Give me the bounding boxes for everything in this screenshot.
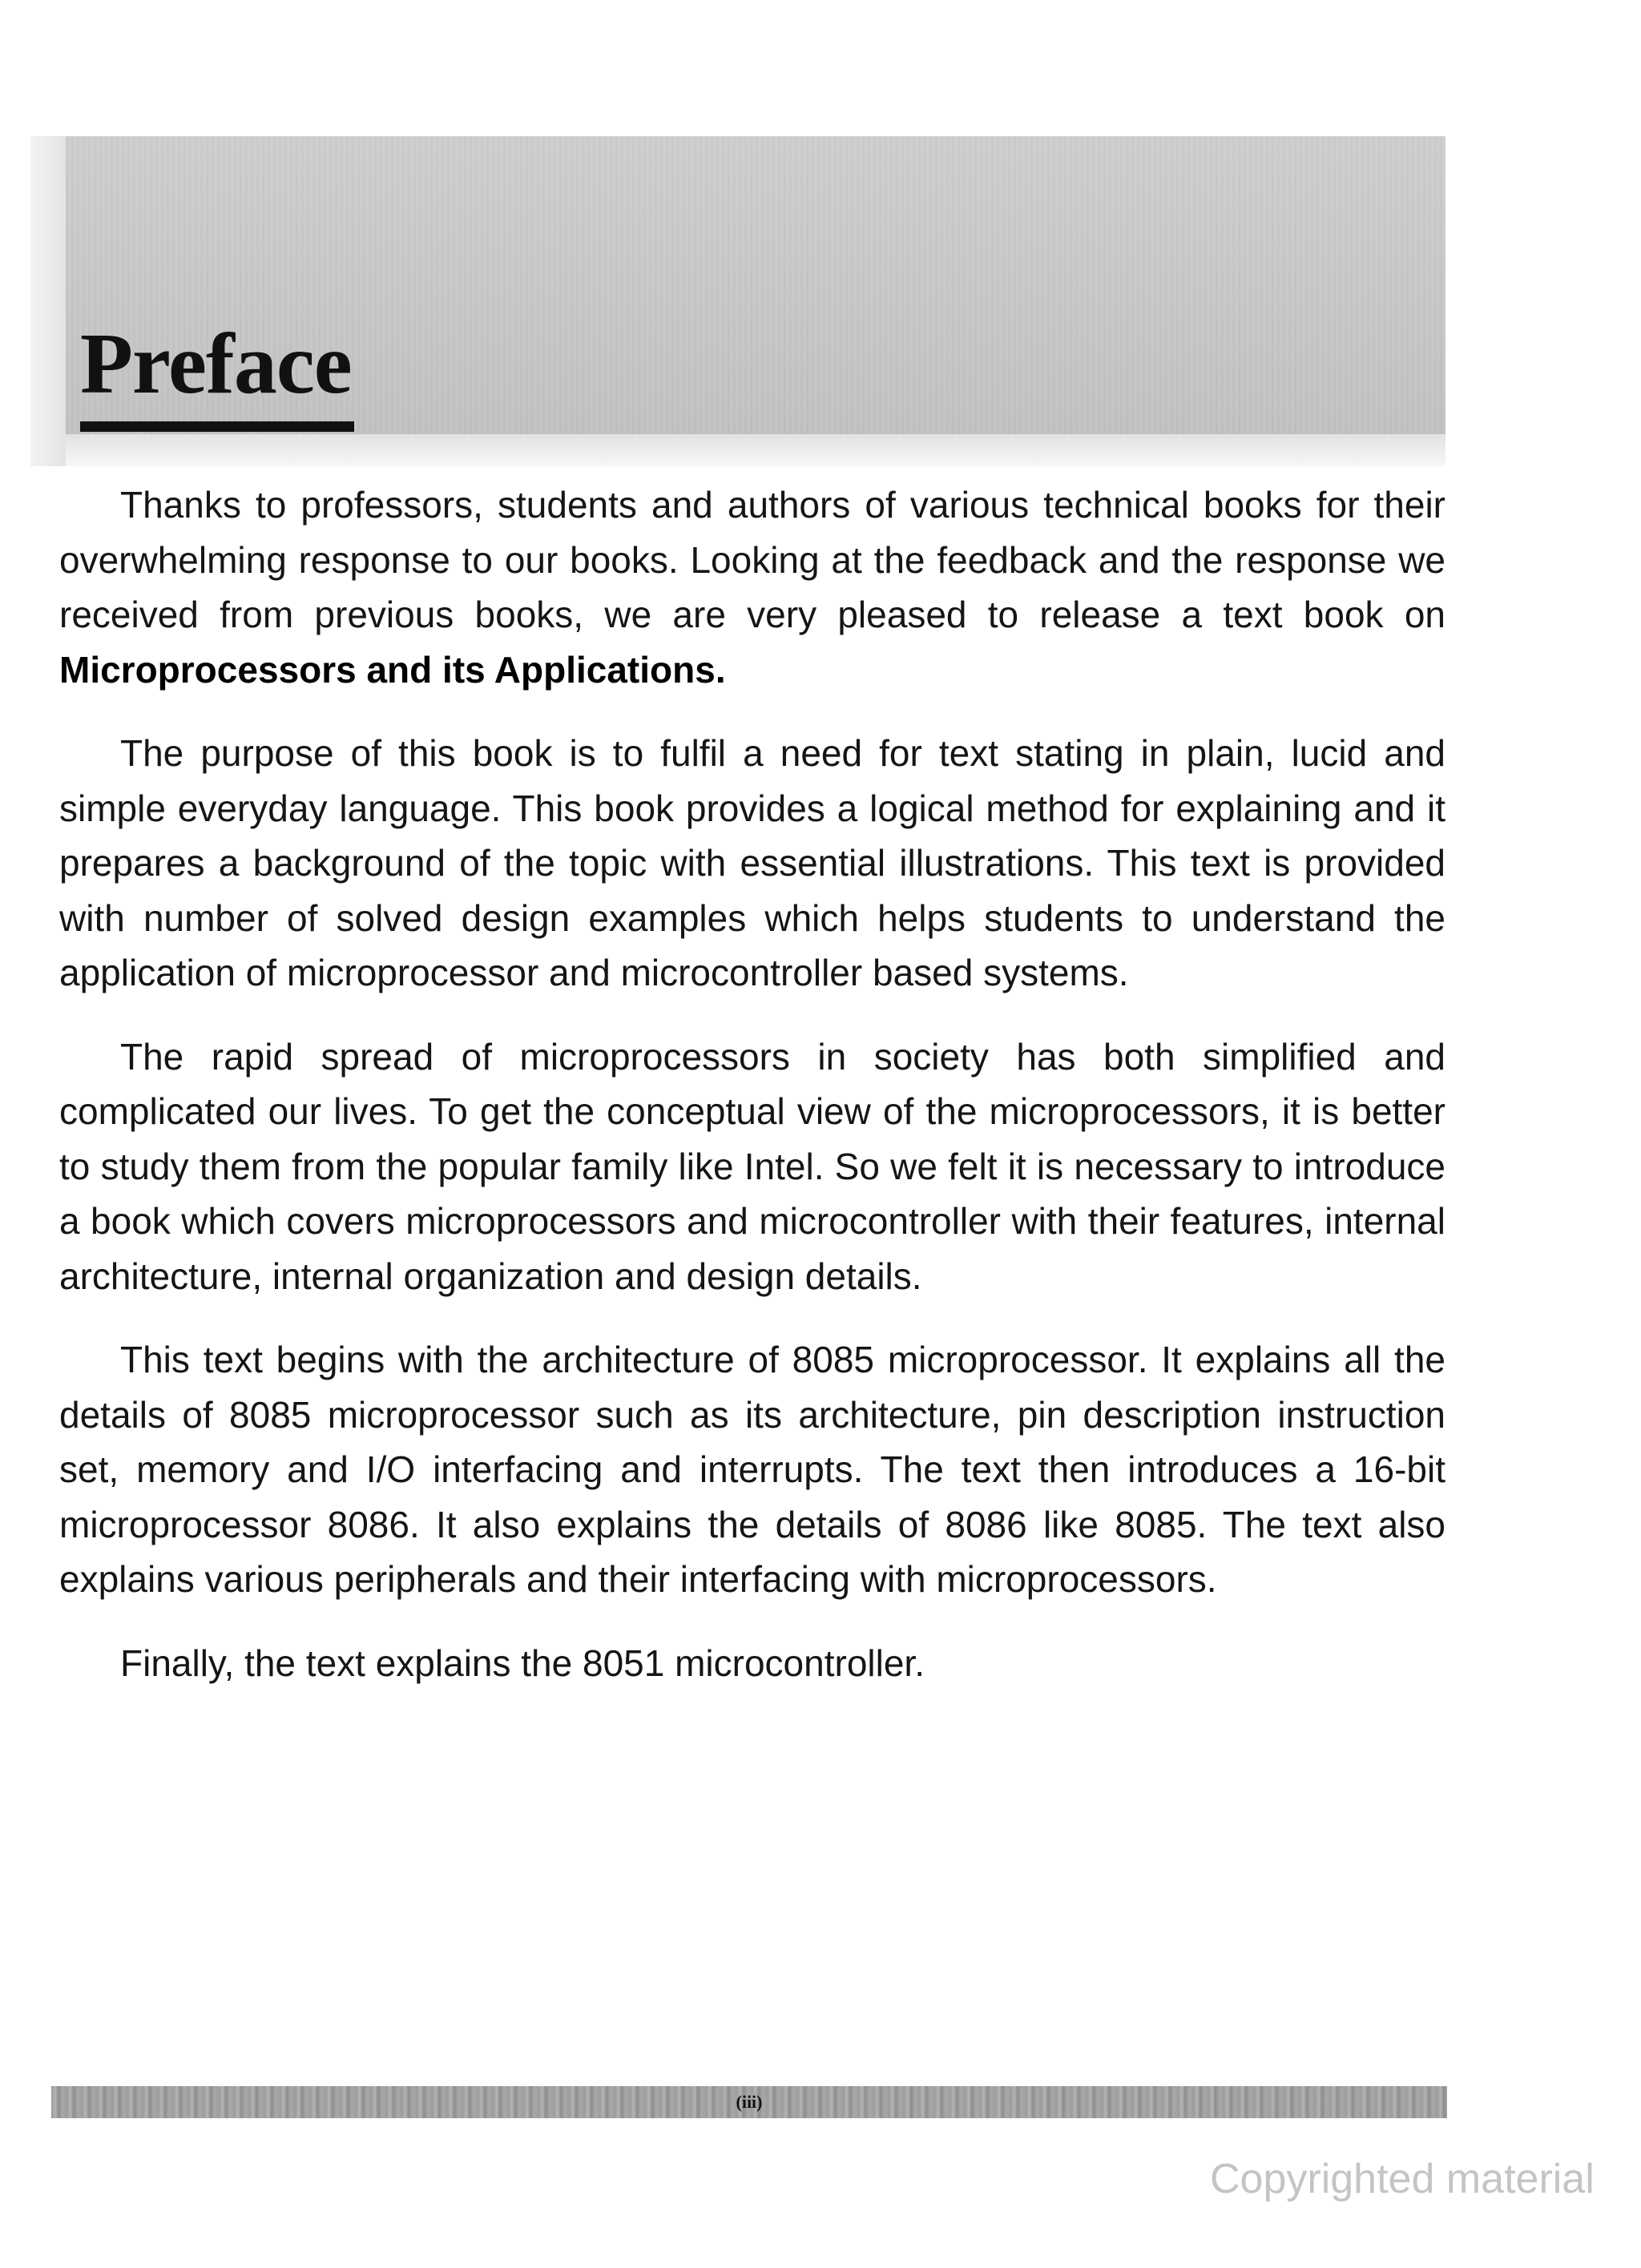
footer-band xyxy=(51,2086,1447,2118)
preface-body xyxy=(59,477,1445,1719)
paragraph-1 xyxy=(59,477,1445,697)
header-band-shadow xyxy=(66,434,1445,466)
page-title: Preface xyxy=(80,316,352,412)
copyright-watermark: Copyrighted material xyxy=(1210,2156,1595,2202)
page-number: (iii) xyxy=(736,2092,763,2112)
paragraph-1-text: Thanks to professors, students and authors of various technical books for their overwhelming response to our books. Looking at the feedback and the response we received from previous books, we are very pleased to release a text book on xyxy=(59,484,1445,635)
paragraph-4: This text begins with the architecture of 8085 microprocessor. It explains all the details of 8085 microprocessor such as its architecture, pin description instruction set, memory and I/O interfacing and interrupts. The text then introduces a 16-bit microprocessor 8086. It also explains the details of 8086 like 8085. The text also explains various peripherals and their interfacing with microprocessors. xyxy=(59,1339,1445,1600)
paragraph-3: The rapid spread of microprocessors in society has both simplified and complicated our lives. To get the conceptual view of the microprocessors, it is better to study them from the popular family like Intel. So we felt it is necessary to introduce a book which covers microprocessors and microcontroller with their features, internal architecture, internal organization and design details. xyxy=(59,1035,1445,1297)
header-band-edge xyxy=(30,136,66,466)
paragraph-5: Finally, the text explains the 8051 microcontroller. xyxy=(120,1642,925,1684)
book-title-emphasis: Microprocessors and its Applications. xyxy=(59,648,726,691)
paragraph-2: The purpose of this book is to fulfil a need for text stating in plain, lucid and simple everyday language. This book provides a logical method for explaining and it prepares a background of the topic with essential illustrations. This text is provided with number of solved design examples which helps students to understand the application of microprocessor and microcontroller based systems. xyxy=(59,732,1445,993)
title-underline xyxy=(80,421,354,432)
